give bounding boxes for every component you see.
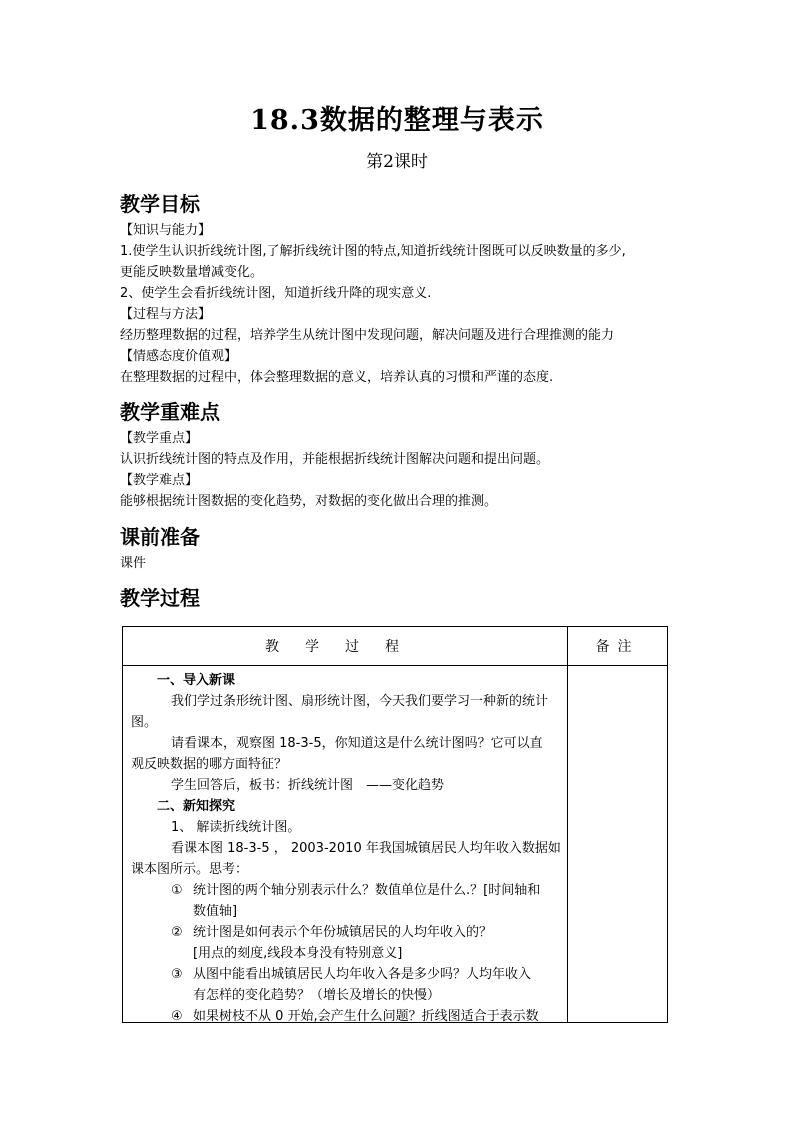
process-label: 【过程与方法】 xyxy=(120,307,212,322)
section-1-title: 一、导入新课 xyxy=(157,673,236,688)
difficulty-label: 【教学难点】 xyxy=(120,473,199,488)
goals-heading: 教学目标 xyxy=(120,192,200,216)
question-1 xyxy=(131,880,561,901)
prep-heading: 课前准备 xyxy=(120,525,200,549)
knowledge-label: 【知识与能力】 xyxy=(120,223,212,238)
question-2 xyxy=(131,922,561,943)
table-header-notes: 备注 xyxy=(568,627,668,666)
q4-number: ④ xyxy=(171,1009,183,1022)
table-header-process: 教学过程 xyxy=(123,627,568,666)
q2-number: ② xyxy=(171,925,183,940)
q3-number: ③ xyxy=(171,967,183,982)
s2-paragraph-1: 看课本图 18-3-5 ， 2003-2010 年我国城镇居民人均年收入数据如 xyxy=(171,841,561,856)
goals-section xyxy=(120,220,680,388)
keypoints-section xyxy=(120,428,680,512)
notes-cell xyxy=(568,666,668,1023)
emotion-label: 【情感态度价值观】 xyxy=(120,349,238,364)
process-content-cell xyxy=(123,666,568,1023)
emotion-text: 在整理数据的过程中，体会整理数据的意义，培养认真的习惯和严谨的态度. xyxy=(120,370,554,385)
knowledge-item-1-cont: 更能反映数量增减变化。 xyxy=(120,265,264,280)
q4-text: 如果树枝不从 0 开始,会产生什么问题？折线图适合于表示数 xyxy=(193,1009,539,1022)
q3-text-cont: 有怎样的变化趋势？（增长及增长的快慢） xyxy=(193,988,441,1003)
document-title: 18.3数据的整理与表示 xyxy=(250,105,544,136)
question-3 xyxy=(131,964,561,985)
s1-paragraph-3: 学生回答后，板书：折线统计图 ——变化趋势 xyxy=(171,778,445,793)
prep-text: 课件 xyxy=(120,556,147,571)
s1-paragraph-2-cont: 观反映数据的哪方面特征？ xyxy=(131,757,288,772)
section-2-title: 二、新知探究 xyxy=(157,799,236,814)
s1-paragraph-2: 请看课本，观察图 18-3-5，你知道这是什么统计图吗？它可以直 xyxy=(171,736,543,751)
process-text: 经历整理数据的过程，培养学生从统计图中发现问题，解决问题及进行合理推测的能力 xyxy=(120,328,615,343)
knowledge-item-1: 1.使学生认识折线统计图,了解折线统计图的特点,知道折线统计图既可以反映数量的多少, xyxy=(120,244,626,259)
s1-paragraph-1: 我们学过条形统计图、扇形统计图，今天我们要学习一种新的统计 xyxy=(171,694,549,709)
focus-text: 认识折线统计图的特点及作用，并能根据折线统计图解决问题和提出问题。 xyxy=(120,452,550,467)
difficulty-text: 能够根据统计图数据的变化趋势，对数据的变化做出合理的推测。 xyxy=(120,494,498,509)
s1-paragraph-1-cont: 图。 xyxy=(131,715,158,730)
q1-number: ① xyxy=(171,883,183,898)
q1-text: 统计图的两个轴分别表示什么？数值单位是什么.？[时间轴和 xyxy=(193,883,541,898)
s2-paragraph-1-cont: 课本图所示。思考： xyxy=(131,862,249,877)
knowledge-item-2: 2、使学生会看折线统计图，知道折线升降的现实意义. xyxy=(120,286,432,301)
process-heading: 教学过程 xyxy=(120,586,200,610)
s2-item-1: 1、 解读折线统计图。 xyxy=(171,820,301,835)
q2-text: 统计图是如何表示个年份城镇居民的人均年收入的？ xyxy=(193,925,493,940)
keypoints-heading: 教学重难点 xyxy=(120,400,220,424)
question-4 xyxy=(131,1006,561,1022)
lesson-subtitle: 第2课时 xyxy=(366,152,428,172)
focus-label: 【教学重点】 xyxy=(120,431,199,446)
q3-text: 从图中能看出城镇居民人均年收入各是多少吗？人均年收入 xyxy=(193,967,532,982)
q2-text-cont: [用点的刻度,线段本身没有特别意义] xyxy=(193,946,403,961)
process-table xyxy=(122,626,668,1023)
q1-text-cont: 数值轴] xyxy=(193,904,238,919)
